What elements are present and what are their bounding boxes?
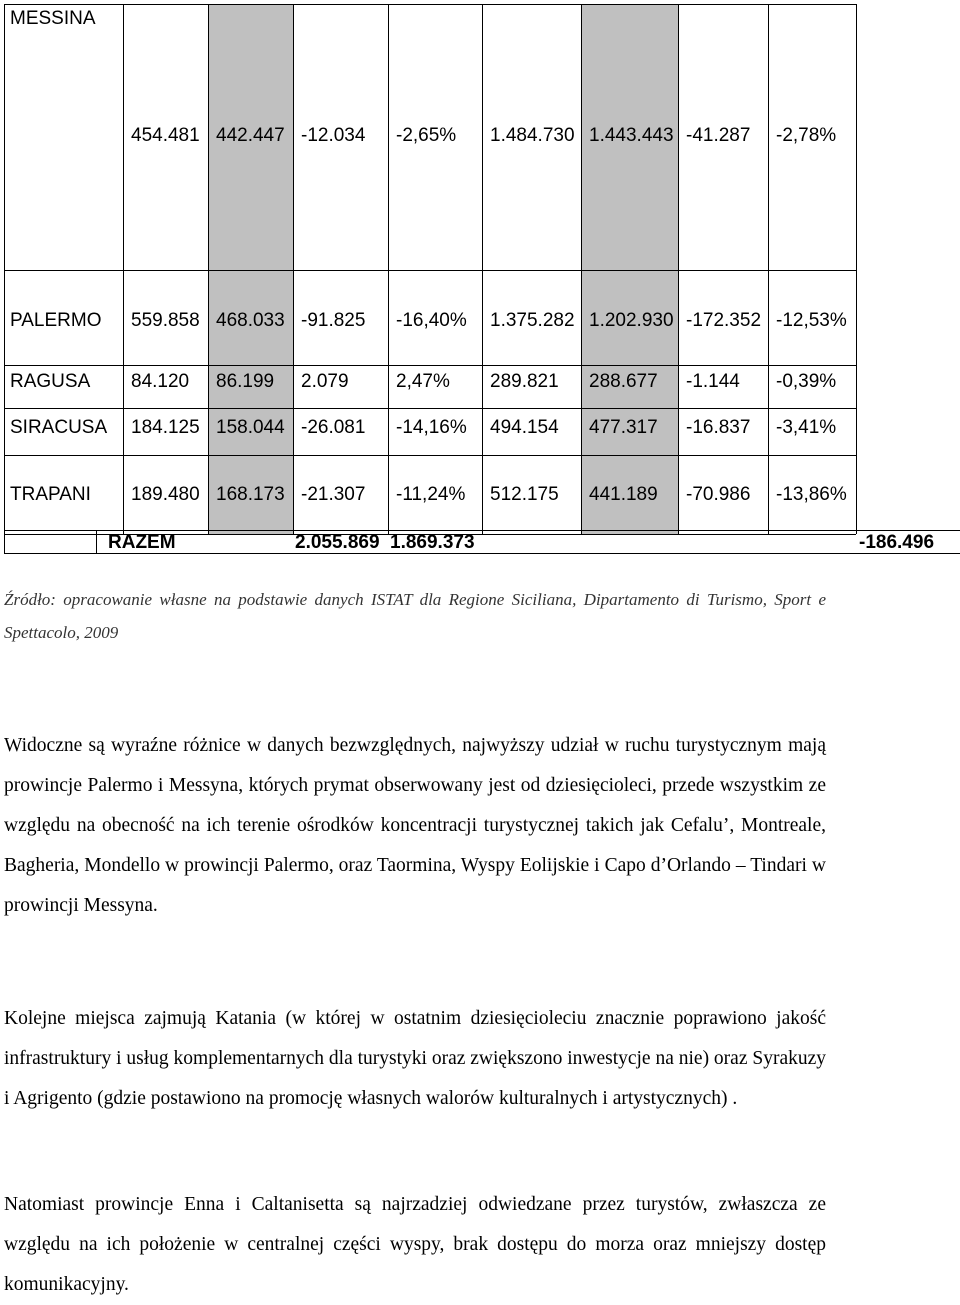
row-label: SIRACUSA: [10, 417, 108, 438]
table-cell: -12,53%: [776, 310, 847, 331]
table-cell: 84.120: [131, 371, 190, 392]
table-cell: 468.033: [216, 310, 285, 331]
total-row-divider: [96, 530, 97, 554]
table-cell: -14,16%: [396, 417, 467, 438]
tourism-table: [4, 4, 856, 534]
table-cell: 184.125: [131, 417, 200, 438]
table-cell: 454.481: [131, 125, 200, 146]
table-cell: 189.480: [131, 484, 200, 505]
table-cell: -41.287: [686, 125, 751, 146]
table-cell: 1.375.282: [490, 310, 575, 331]
table-cell: 168.173: [216, 484, 285, 505]
table-cell: 86.199: [216, 371, 275, 392]
total-label: RAZEM: [108, 532, 176, 553]
table-cell: -3,41%: [776, 417, 837, 438]
table-cell: 477.317: [589, 417, 658, 438]
row-label: PALERMO: [10, 310, 102, 331]
total-row: [0, 530, 960, 554]
row-label: MESSINA: [10, 8, 96, 29]
table-cell: -11,24%: [396, 484, 466, 505]
row-line: [4, 365, 856, 366]
table-cell: 559.858: [131, 310, 200, 331]
paragraph: Kolejne miejsca zajmują Katania (w której w ostatnim dziesięcioleciu znacznie poprawiono jakość infrastruktury i usług komplementarnych dla turystyki oraz zwiększono inwestycje na nie) oraz Syrakuzy i Agrigento (gdzie postawiono na promocję własnych walorów kulturalnych i artystycznych) .: [4, 1008, 827, 1109]
row-line: [4, 4, 856, 5]
table-cell: 1.202.930: [589, 310, 674, 331]
total-row-left-border: [4, 530, 5, 554]
table-cell: 158.044: [216, 417, 285, 438]
total-value: 2.055.869: [295, 532, 380, 553]
table-cell: -1.144: [686, 371, 740, 392]
table-cell: -12.034: [301, 125, 366, 146]
table-cell: -16.837: [686, 417, 751, 438]
table-cell: 441.189: [589, 484, 658, 505]
row-label: RAGUSA: [10, 371, 91, 392]
total-row-top-border: [4, 530, 960, 531]
table-cell: -0,39%: [776, 371, 837, 392]
table-cell: -21.307: [301, 484, 366, 505]
table-cell: -13,86%: [776, 484, 847, 505]
table-cell: 1.484.730: [490, 125, 575, 146]
table-cell: -172.352: [686, 310, 762, 331]
total-value: 1.869.373: [390, 532, 475, 553]
source-note: Źródło: opracowanie własne na podstawie danych ISTAT dla Regione Siciliana, Dipartamento di Turismo, Sport e Spettacolo, 2009: [4, 590, 826, 642]
row-label: TRAPANI: [10, 484, 91, 505]
column-line: [856, 4, 857, 534]
table-cell: 442.447: [216, 125, 285, 146]
table-cell: 1.443.443: [589, 125, 674, 146]
table-cell: -70.986: [686, 484, 751, 505]
paragraph: Widoczne są wyraźne różnice w danych bezwzględnych, najwyższy udział w ruchu turystycznym mają prowincje Palermo i Messyna, których prymat obserwowany jest od dziesięcioleci, przede wszystkim ze względu na obecność na ich terenie ośrodków koncentracji turystycznej takich jak Cefalu’, Montreale, Bagheria, Mondello w prowincji Palermo, oraz Taormina, Wyspy Eolijskie i Capo d’Orlando – Tindari w prowincji Messyna.: [4, 735, 826, 916]
row-line: [4, 270, 856, 271]
total-value: -186.496: [859, 532, 935, 553]
table-cell: -26.081: [301, 417, 366, 438]
table-cell: -91.825: [301, 310, 366, 331]
row-line: [4, 408, 856, 409]
table-cell: 288.677: [589, 371, 658, 392]
table-cell: 2,47%: [396, 371, 450, 392]
table-cell: 494.154: [490, 417, 559, 438]
table-cell: -16,40%: [396, 310, 467, 331]
table-cell: -2,65%: [396, 125, 457, 146]
table-cell: 2.079: [301, 371, 349, 392]
table-cell: 512.175: [490, 484, 559, 505]
paragraph: Natomiast prowincje Enna i Caltanisetta są najrzadziej odwiedzane przez turystów, zwłaszcza ze względu na ich położenie w centralnej części wyspy, brak dostępu do morza oraz mniejszy dostęp komunikacyjny.: [4, 1194, 826, 1295]
row-line: [4, 455, 856, 456]
table-cell: 289.821: [490, 371, 559, 392]
table-cell: -2,78%: [776, 125, 837, 146]
